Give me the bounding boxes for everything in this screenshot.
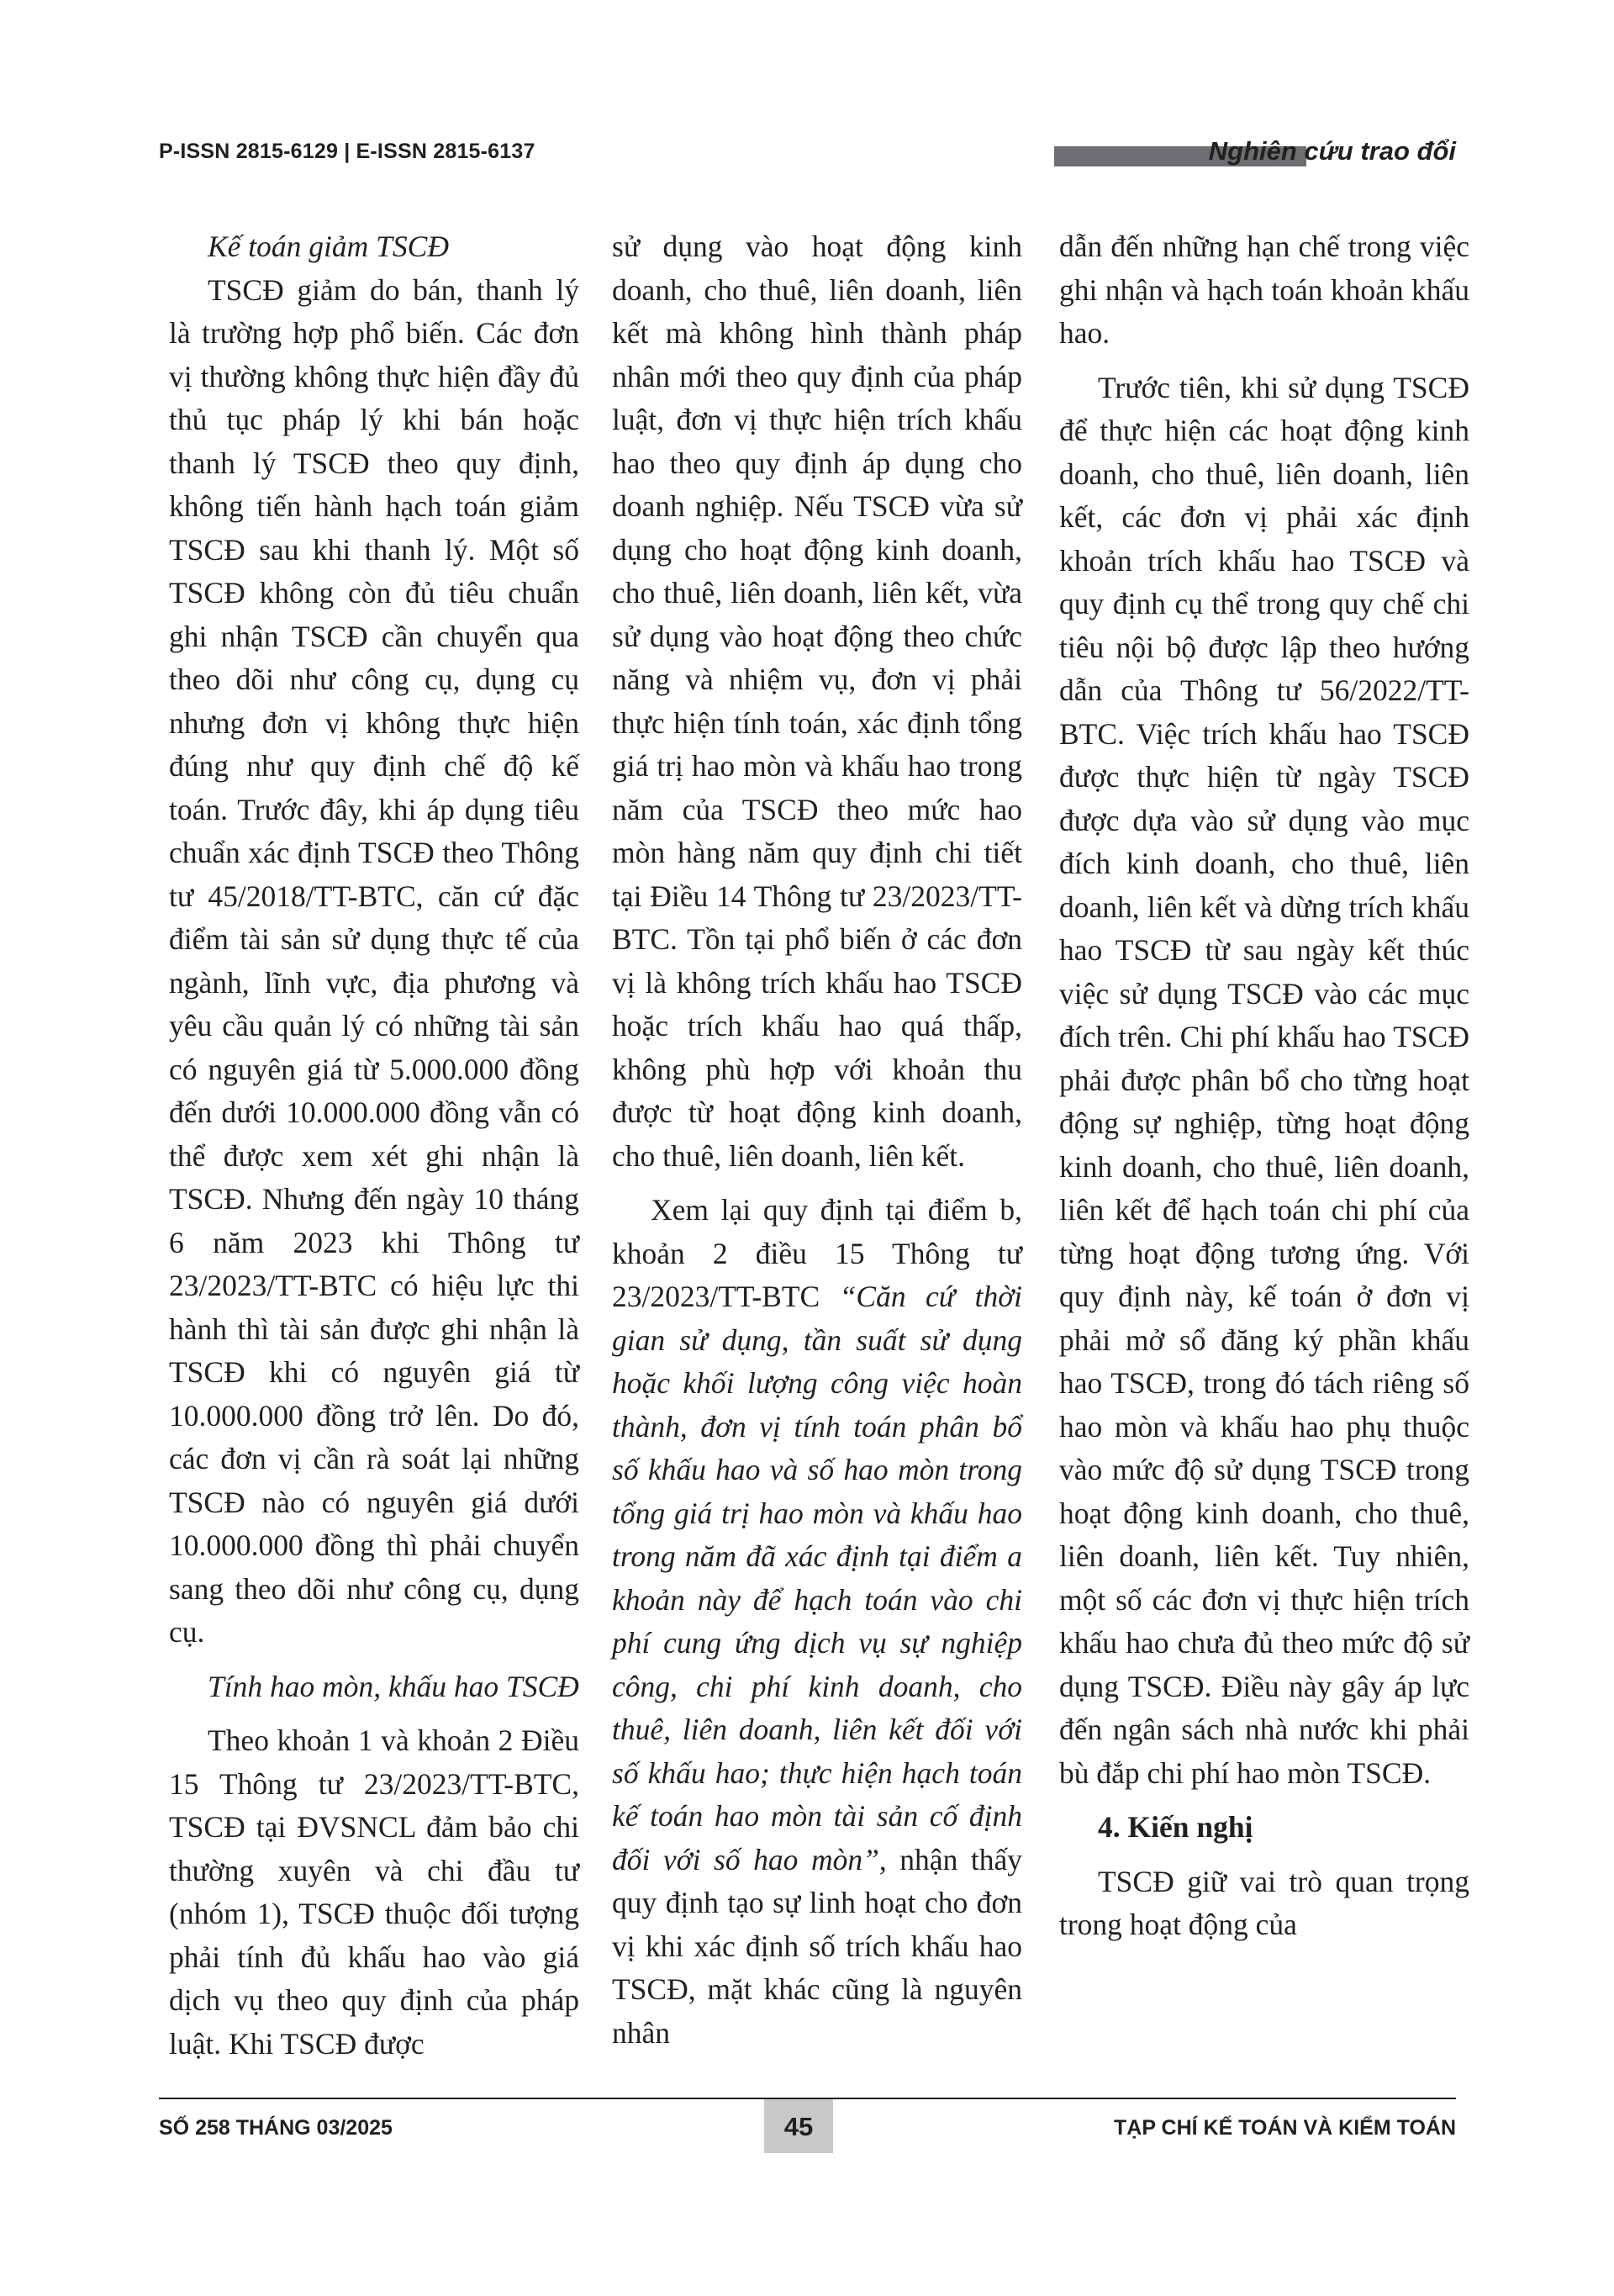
subheading-asset-reduction: Kế toán giảm TSCĐ xyxy=(208,230,449,263)
column-1 xyxy=(169,225,579,2066)
journal-name: TẠP CHÍ KẾ TOÁN VÀ KIỂM TOÁN xyxy=(1114,2116,1456,2140)
subheading-depreciation: Tính hao mòn, khấu hao TSCĐ xyxy=(208,1669,579,1703)
section-heading-recommendations: 4. Kiến nghị xyxy=(1098,1810,1253,1844)
quote-followup: , nhận thấy quy định tạo sự linh hoạt cho đơn vị khi xác định số trích khấu hao TSCĐ, mặt khác cũng là nguyên nhân xyxy=(612,1842,1022,2050)
issn-label: P-ISSN 2815-6129 | E-ISSN 2815-6137 xyxy=(159,140,535,163)
page-header xyxy=(159,135,1456,177)
page-footer xyxy=(159,2098,1456,2156)
column-2 xyxy=(612,225,1022,2055)
paragraph: sử dụng vào hoạt động kinh doanh, cho thuê, liên doanh, liên kết mà không hình thành pháp nhân mới theo quy định của pháp luật, đơn vị thực hiện trích khấu hao theo quy định áp dụng cho doanh nghiệp. Nếu TSCĐ vừa sử dụng cho hoạt động kinh doanh, cho thuê, liên doanh, liên kết, vừa sử dụng vào hoạt động theo chức năng và nhiệm vụ, đơn vị phải thực hiện tính toán, xác định tổng giá trị hao mòn và khấu hao trong năm của TSCĐ theo mức hao mòn hàng năm quy định chi tiết tại Điều 14 Thông tư 23/2023/TT-BTC. Tồn tại phổ biến ở các đơn vị là không trích khấu hao TSCĐ hoặc trích khấu hao quá thấp, không phù hợp với khoản thu được từ hoạt động kinh doanh, cho thuê, liên doanh, liên kết. xyxy=(612,230,1022,1173)
section-title: Nghiên cứu trao đổi xyxy=(1208,136,1456,166)
quote-intro: Xem lại quy định tại điểm b, khoản 2 điều 15 Thông tư 23/2023/TT-BTC xyxy=(612,1193,1022,1313)
column-3 xyxy=(1059,225,1469,1947)
issue-label: SỐ 258 THÁNG 03/2025 xyxy=(159,2116,393,2140)
paragraph: Trước tiên, khi sử dụng TSCĐ để thực hiện các hoạt động kinh doanh, cho thuê, liên doanh, liên kết, các đơn vị phải xác định khoản trích khấu hao TSCĐ và quy định cụ thể trong quy chế chi tiêu nội bộ được lập theo hướng dẫn của Thông tư 56/2022/TT-BTC. Việc trích khấu hao TSCĐ được thực hiện từ ngày TSCĐ được dựa vào sử dụng vào mục đích kinh doanh, cho thuê, liên doanh, liên kết và dừng trích khấu hao TSCĐ từ sau ngày kết thúc việc sử dụng TSCĐ vào các mục đích trên. Chi phí khấu hao TSCĐ phải được phân bổ cho từng hoạt động sự nghiệp, từng hoạt động kinh doanh, cho thuê, liên doanh, liên kết để hạch toán chi phí của từng hoạt động tương ứng. Với quy định này, kế toán ở đơn vị phải mở sổ đăng ký phần khấu hao TSCĐ, trong đó tách riêng số hao mòn và khấu hao phụ thuộc vào mức độ sử dụng TSCĐ trong hoạt động kinh doanh, cho thuê, liên doanh, liên kết. Tuy nhiên, một số các đơn vị thực hiện trích khấu hao chưa đủ theo mức độ sử dụng TSCĐ. Điều này gây áp lực đến ngân sách nhà nước khi phải bù đắp chi phí hao mòn TSCĐ. xyxy=(1059,370,1469,1790)
page-number: 45 xyxy=(764,2099,833,2153)
paragraph: Theo khoản 1 và khoản 2 Điều 15 Thông tư 23/2023/TT-BTC, TSCĐ tại ĐVSNCL đảm bảo chi thường xuyên và chi đầu tư (nhóm 1), TSCĐ thuộc đối tượng phải tính đủ khấu hao vào giá dịch vụ theo quy định của pháp luật. Khi TSCĐ được xyxy=(169,1723,579,2061)
paragraph: TSCĐ giữ vai trò quan trọng trong hoạt động của xyxy=(1059,1864,1469,1941)
regulation-quote: “Căn cứ thời gian sử dụng, tần suất sử dụng hoặc khối lượng công việc hoàn thành, đơn vị tính toán phân bổ số khấu hao và số hao mòn trong tổng giá trị hao mòn và khấu hao trong năm đã xác định tại điểm a khoản này để hạch toán vào chi phí cung ứng dịch vụ sự nghiệp công, chi phí kinh doanh, cho thuê, liên doanh, liên kết đối với số khấu hao; thực hiện hạch toán kế toán hao mòn tài sản cố định đối với số hao mòn” xyxy=(612,1280,1023,1876)
paragraph: dẫn đến những hạn chế trong việc ghi nhận và hạch toán khoản khấu hao. xyxy=(1059,230,1469,350)
paragraph-with-quote xyxy=(612,1189,1022,2055)
paragraph: TSCĐ giảm do bán, thanh lý là trường hợp phổ biến. Các đơn vị thường không thực hiện đầy đủ thủ tục pháp lý khi bán hoặc thanh lý TSCĐ theo quy định, không tiến hành hạch toán giảm TSCĐ sau khi thanh lý. Một số TSCĐ không còn đủ tiêu chuẩn ghi nhận TSCĐ cần chuyển qua theo dõi như công cụ, dụng cụ nhưng đơn vị không thực hiện đúng như quy định chế độ kế toán. Trước đây, khi áp dụng tiêu chuẩn xác định TSCĐ theo Thông tư 45/2018/TT-BTC, căn cứ đặc điểm tài sản sử dụng thực tế của ngành, lĩnh vực, địa phương và yêu cầu quản lý có những tài sản có nguyên giá từ 5.000.000 đồng đến dưới 10.000.000 đồng vẫn có thể được xem xét ghi nhận là TSCĐ. Nhưng đến ngày 10 tháng 6 năm 2023 khi Thông tư 23/2023/TT-BTC có hiệu lực thi hành thì tài sản được ghi nhận là TSCĐ khi có nguyên giá từ 10.000.000 đồng trở lên. Do đó, các đơn vị cần rà soát lại những TSCĐ nào có nguyên giá dưới 10.000.000 đồng thì phải chuyển sang theo dõi như công cụ, dụng cụ. xyxy=(169,272,579,1649)
